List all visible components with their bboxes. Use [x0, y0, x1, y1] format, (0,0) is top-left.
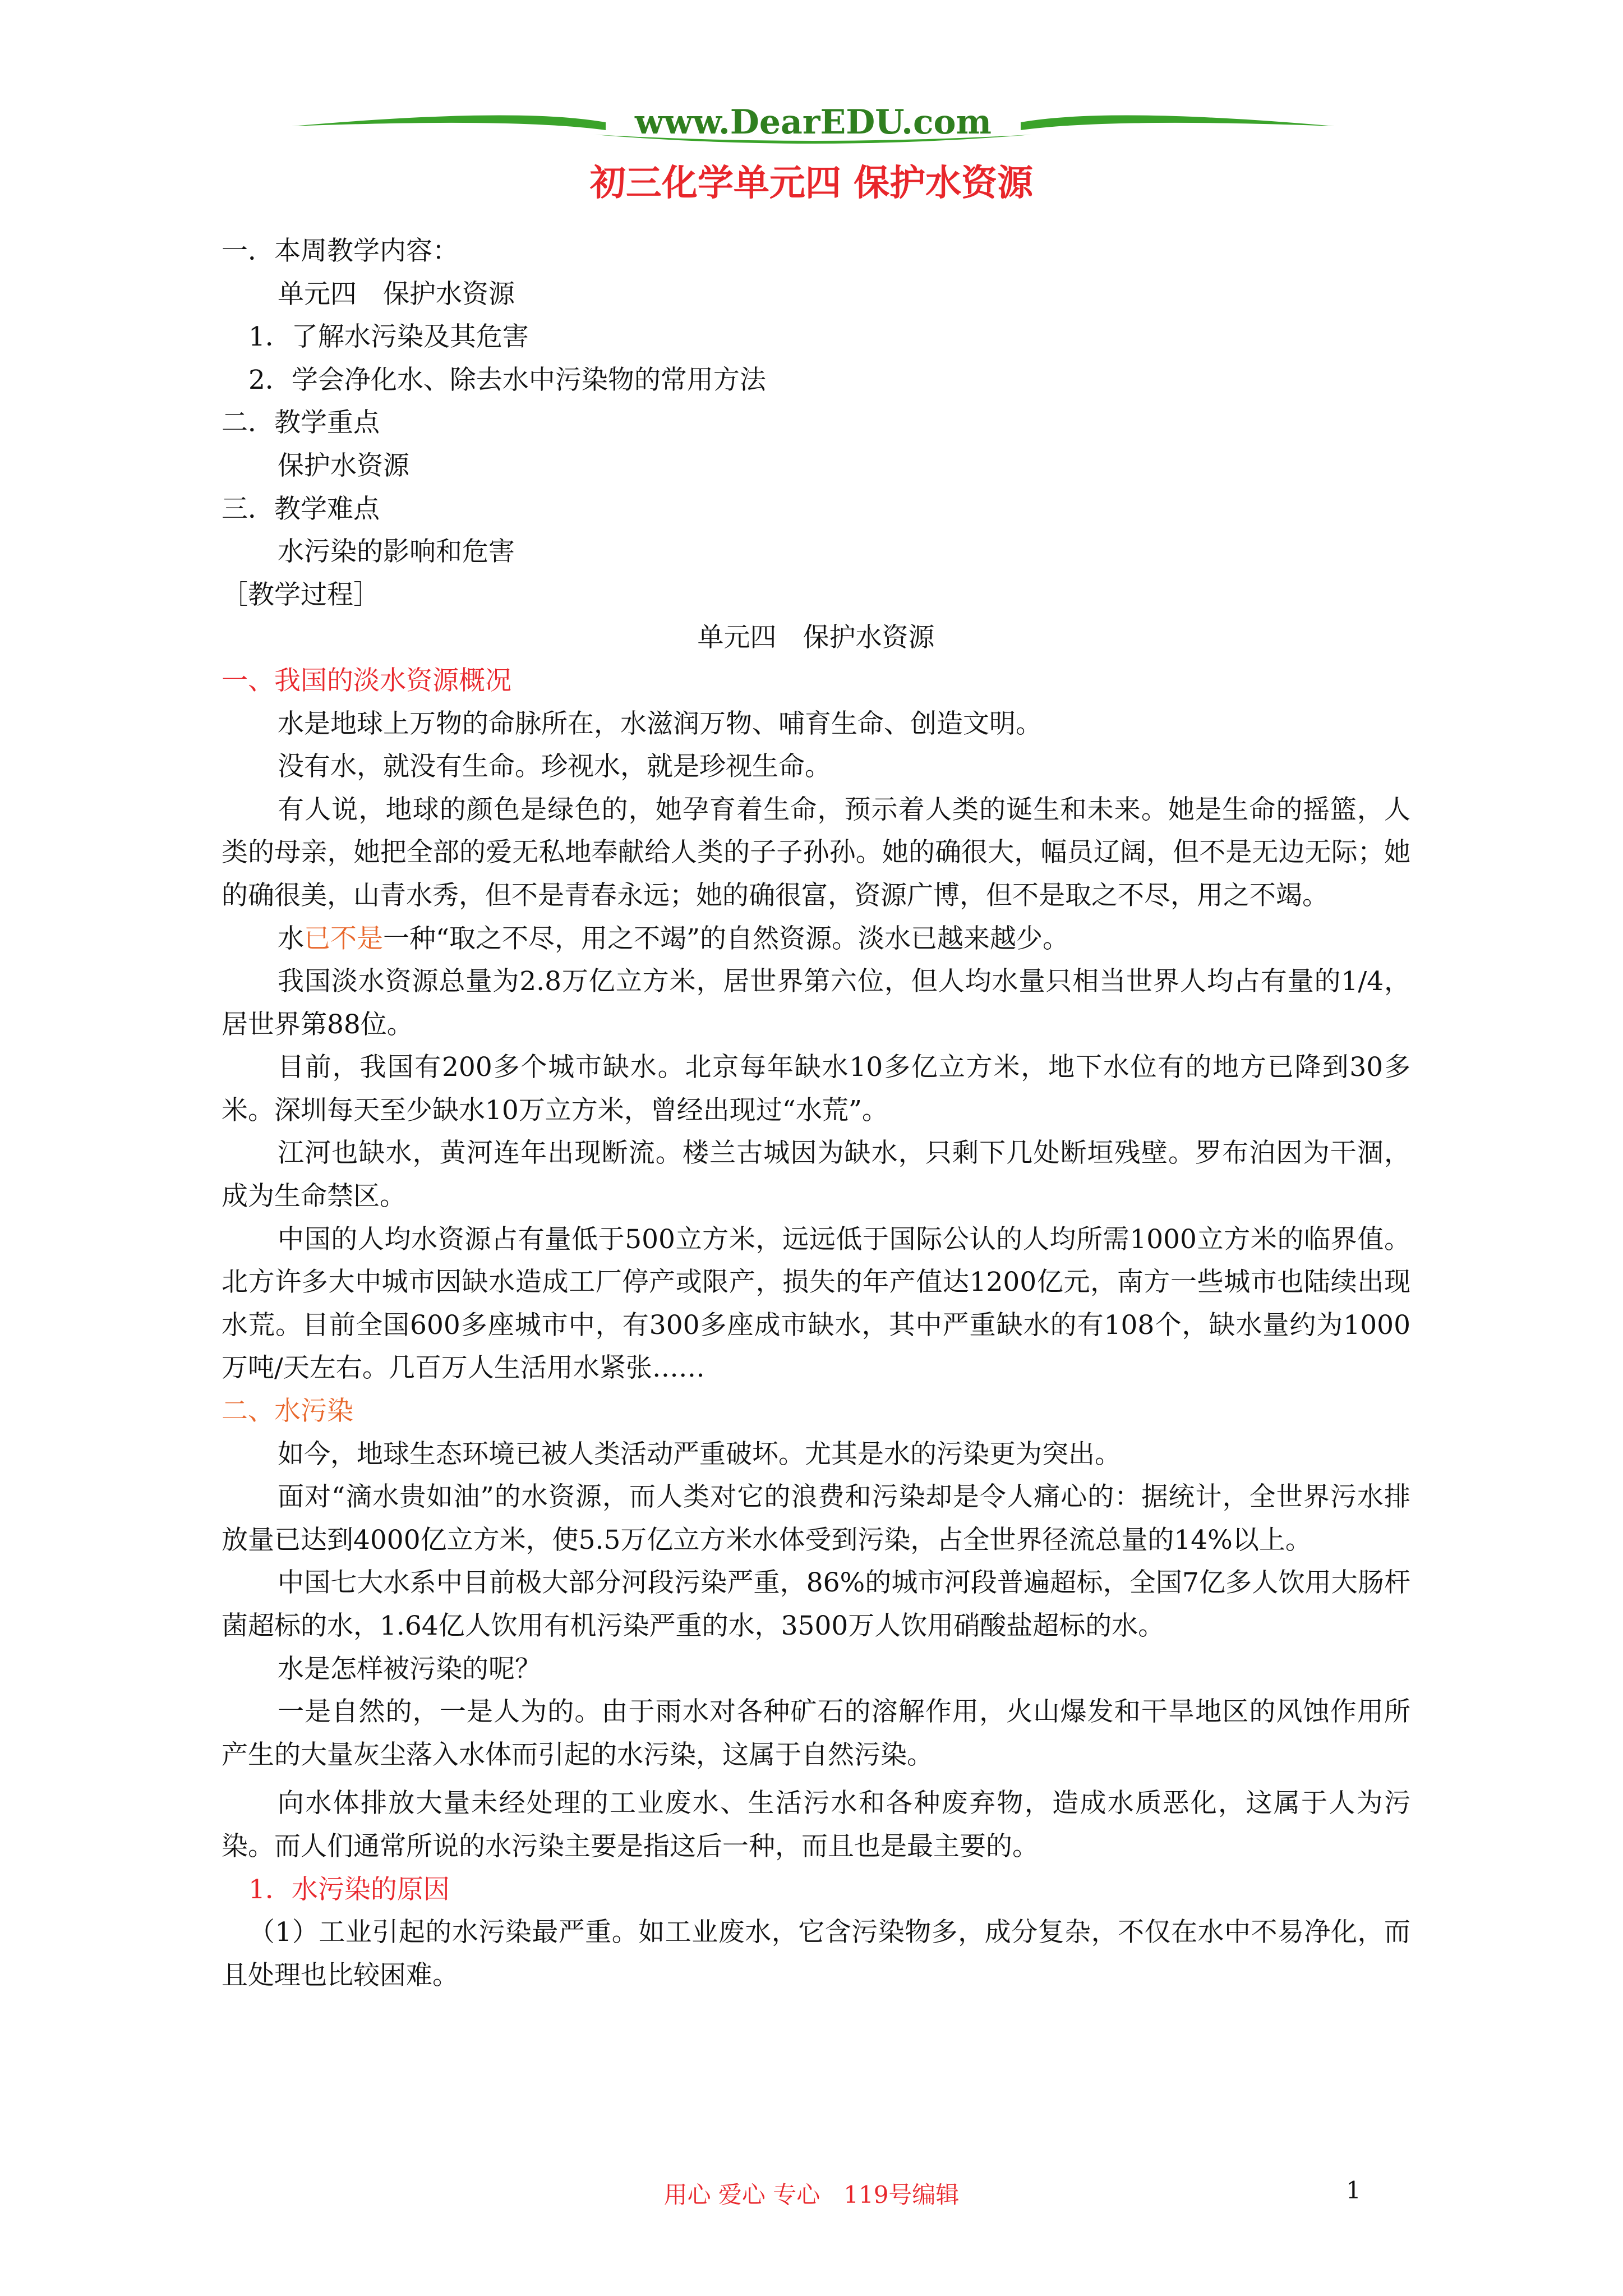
paragraph: （1）工业引起的水污染最严重。如工业废水，它含污染物多，成分复杂，不仅在水中不易净化，而且处理也比较困难。: [222, 1917, 1410, 1991]
outline-item-2: 2．学会净化水、除去水中污染物的常用方法: [248, 364, 766, 395]
paragraph: 水是怎样被污染的呢？: [278, 1653, 541, 1685]
page-title: 初三化学单元四 保护水资源: [589, 163, 1034, 204]
header-logo: [292, 101, 1335, 151]
text-run: 一种“取之不尽，用之不竭”的自然资源。淡水已越来越少。: [383, 923, 1069, 954]
logo-text: www.DearEDU.com: [634, 103, 992, 142]
part2-sub-heading: 1．水污染的原因: [248, 1874, 450, 1905]
paragraph: 中国的人均水资源占有量低于500立方米，远远低于国际公认的人均所需1000立方米的临界值。北方许多大中城市因缺水造成工厂停产或限产，损失的年产值达1200亿元，南方一些城市也陆续出现水荒。目前全国600多座城市中，有300多座成市缺水，其中严重缺水的有108个，缺水量约为1000万吨/天左右。几百万人生活用水紧张……: [222, 1223, 1410, 1384]
paragraph: 如今，地球生态环境已被人类活动严重破坏。尤其是水的污染更为突出。: [278, 1438, 1121, 1470]
paragraph: 没有水，就没有生命。珍视水，就是珍视生命。: [278, 751, 831, 783]
paragraph: 面对“滴水贵如油”的水资源，而人类对它的浪费和污染却是令人痛心的：据统计，全世界污水排放量已达到4000亿立方米，使5.5万亿立方米水体受到污染，占全世界径流总量的14%以上。: [222, 1481, 1410, 1556]
outline-item-1: 1．了解水污染及其危害: [248, 321, 529, 353]
paragraph: 有人说，地球的颜色是绿色的，她孕育着生命，预示着人类的诞生和未来。她是生命的摇篮，人类的母亲，她把全部的爱无私地奉献给人类的子子孙孙。她的确很大，幅员辽阔，但不是无边无际；她的确很美，山青水秀，但不是青春永远；她的确很富，资源广博，但不是取之不尽，用之不竭。: [222, 794, 1410, 911]
section-title: 单元四 保护水资源: [697, 622, 935, 654]
text-run: 水: [278, 923, 304, 954]
paragraph: 目前，我国有200多个城市缺水。北京每年缺水10多亿立方米，地下水位有的地方已降到30多米。深圳每天至少缺水10万立方米，曾经出现过“水荒”。: [222, 1052, 1410, 1126]
outline-section-3: 三．教学难点: [222, 493, 380, 524]
outline-section-1-sub: 单元四 保护水资源: [278, 278, 515, 310]
paragraph: 向水体排放大量未经处理的工业废水、生活污水和各种废弃物，造成水质恶化，这属于人为污染。而人们通常所说的水污染主要是指这后一种，而且也是最主要的。: [222, 1788, 1410, 1862]
highlighted-text: 已不是: [304, 923, 383, 954]
paragraph: 江河也缺水，黄河连年出现断流。楼兰古城因为缺水，只剩下几处断垣残壁。罗布泊因为干涸，成为生命禁区。: [222, 1138, 1410, 1212]
paragraph: 我国淡水资源总量为2.8万亿立方米，居世界第六位，但人均水量只相当世界人均占有量的1/4，居世界第88位。: [222, 966, 1410, 1040]
outline-section-2: 二．教学重点: [222, 407, 380, 439]
paragraph: 水是地球上万物的命脉所在，水滋润万物、哺育生命、创造文明。: [278, 708, 1042, 739]
part1-heading: 一、我国的淡水资源概况: [222, 665, 511, 696]
page-footer: 用心 爱心 专心 119号编辑: [663, 2181, 960, 2208]
paragraph: 一是自然的，一是人为的。由于雨水对各种矿石的溶解作用，火山爆发和干旱地区的风蚀作用所产生的大量灰尘落入水体而引起的水污染，这属于自然污染。: [222, 1696, 1410, 1770]
page-number: 1: [1346, 2177, 1361, 2204]
part2-heading: 二、水污染: [222, 1396, 353, 1427]
paragraph: [222, 918, 1410, 961]
paragraph: 中国七大水系中目前极大部分河段污染严重，86%的城市河段普遍超标，全国7亿多人饮用大肠杆菌超标的水，1.64亿人饮用有机污染严重的水，3500万人饮用硝酸盐超标的水。: [222, 1567, 1410, 1641]
outline-section-1: 一．本周教学内容：: [222, 236, 459, 266]
teaching-process-label: ［教学过程］: [222, 579, 380, 610]
outline-section-3-sub: 水污染的影响和危害: [278, 536, 515, 568]
outline-section-2-sub: 保护水资源: [278, 450, 409, 481]
document-body: [222, 230, 1410, 1997]
